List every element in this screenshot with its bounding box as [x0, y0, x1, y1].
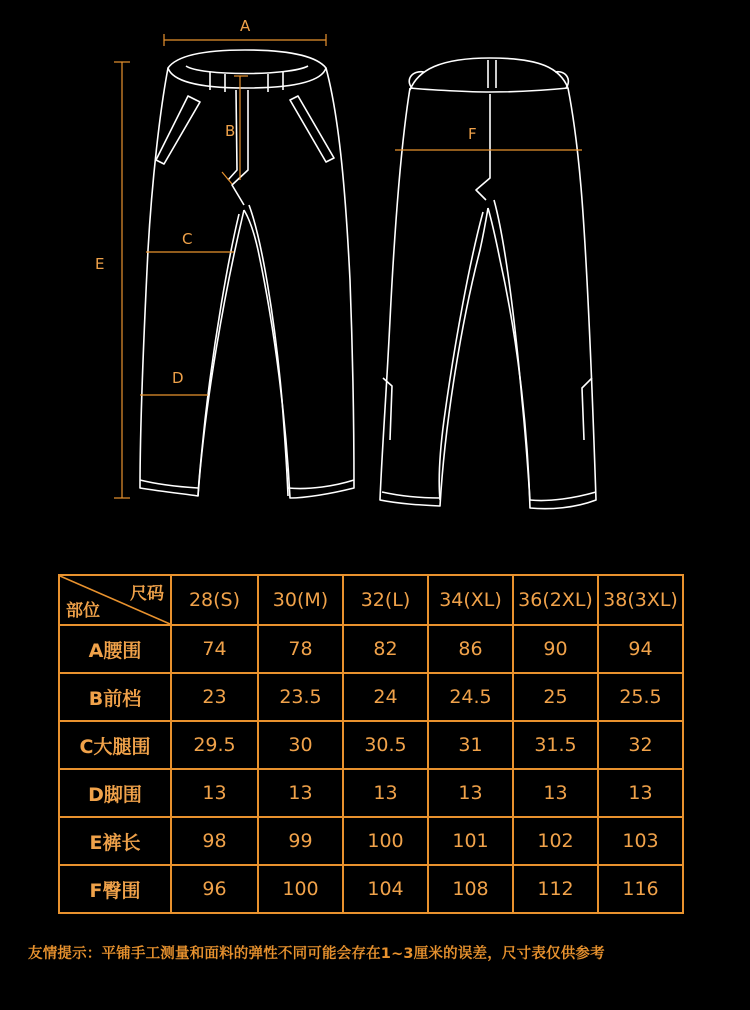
- front-pants-drawing: [140, 50, 354, 498]
- table-cell: 82: [343, 625, 428, 673]
- table-cell: 94: [598, 625, 683, 673]
- row-label: F臀围: [59, 865, 171, 913]
- corner-cell: [59, 575, 171, 625]
- table-cell: 99: [258, 817, 343, 865]
- measurement-note: 友情提示：平铺手工测量和面料的弹性不同可能会存在1~3厘米的误差，尺寸表仅供参考: [28, 946, 605, 962]
- row-label: D脚围: [59, 769, 171, 817]
- table-header-row: [59, 575, 683, 625]
- table-cell: 13: [258, 769, 343, 817]
- table-row: [59, 721, 683, 769]
- table-cell: 100: [343, 817, 428, 865]
- row-label: E裤长: [59, 817, 171, 865]
- table-cell: 96: [171, 865, 258, 913]
- table-cell: 13: [171, 769, 258, 817]
- row-label: B前档: [59, 673, 171, 721]
- table-cell: 116: [598, 865, 683, 913]
- table-cell: 78: [258, 625, 343, 673]
- size-header: 38(3XL): [598, 575, 683, 625]
- size-header: 36(2XL): [513, 575, 598, 625]
- table-cell: 98: [171, 817, 258, 865]
- table-cell: 13: [513, 769, 598, 817]
- table-cell: 101: [428, 817, 513, 865]
- table-cell: 31.5: [513, 721, 598, 769]
- table-row: [59, 769, 683, 817]
- table-cell: 29.5: [171, 721, 258, 769]
- dimension-label-f: F: [468, 125, 477, 143]
- size-table: [58, 574, 684, 914]
- corner-size-label: 尺码: [130, 584, 164, 604]
- size-header: 32(L): [343, 575, 428, 625]
- table-cell: 25.5: [598, 673, 683, 721]
- table-cell: 30: [258, 721, 343, 769]
- table-row: [59, 865, 683, 913]
- table-cell: 24: [343, 673, 428, 721]
- table-cell: 90: [513, 625, 598, 673]
- table-cell: 104: [343, 865, 428, 913]
- table-row: [59, 817, 683, 865]
- table-cell: 112: [513, 865, 598, 913]
- table-cell: 103: [598, 817, 683, 865]
- table-cell: 24.5: [428, 673, 513, 721]
- size-header: 30(M): [258, 575, 343, 625]
- dimension-label-d: D: [172, 369, 184, 387]
- table-cell: 13: [598, 769, 683, 817]
- back-pants-drawing: [380, 58, 596, 509]
- size-header: 34(XL): [428, 575, 513, 625]
- size-header: 28(S): [171, 575, 258, 625]
- table-row: [59, 625, 683, 673]
- dimension-label-b: B: [225, 122, 236, 140]
- table-cell: 13: [428, 769, 513, 817]
- row-label: C大腿围: [59, 721, 171, 769]
- table-cell: 74: [171, 625, 258, 673]
- table-cell: 13: [343, 769, 428, 817]
- table-cell: 32: [598, 721, 683, 769]
- table-cell: 102: [513, 817, 598, 865]
- table-cell: 30.5: [343, 721, 428, 769]
- table-cell: 23.5: [258, 673, 343, 721]
- dimension-label-c: C: [182, 230, 193, 248]
- table-cell: 100: [258, 865, 343, 913]
- table-cell: 25: [513, 673, 598, 721]
- table-cell: 108: [428, 865, 513, 913]
- table-cell: 31: [428, 721, 513, 769]
- table-row: [59, 673, 683, 721]
- dimension-label-e: E: [95, 255, 105, 273]
- corner-part-label: 部位: [66, 601, 100, 621]
- table-cell: 86: [428, 625, 513, 673]
- row-label: A腰围: [59, 625, 171, 673]
- dimension-label-a: A: [240, 17, 251, 35]
- table-cell: 23: [171, 673, 258, 721]
